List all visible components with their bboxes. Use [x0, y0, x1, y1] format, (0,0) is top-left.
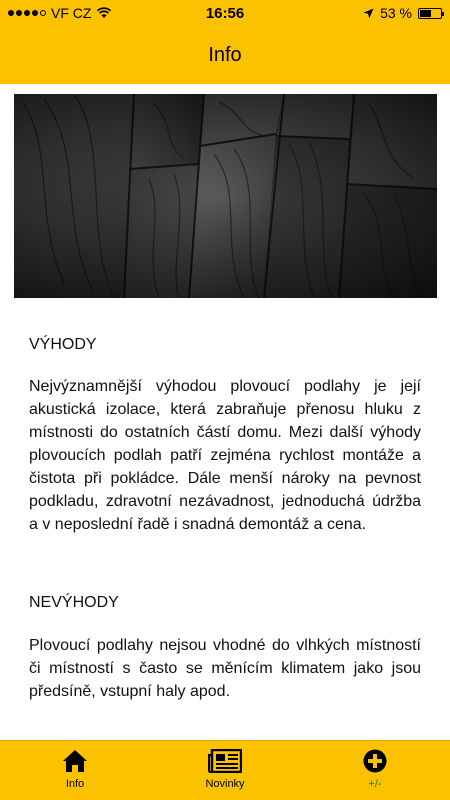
- tab-plus-minus-label: +/-: [368, 778, 382, 790]
- section-text-disadvantages: Plovoucí podlahy nejsou vhodné do vlhkých místností či místností s často se měnícím klimatem jako jsou předsíně, vstupní haly apod.: [29, 637, 421, 700]
- tab-novinky-label: Novinky: [205, 778, 245, 790]
- section-heading-disadvantages: NEVÝHODY: [29, 594, 119, 611]
- newspaper-icon: [208, 749, 242, 773]
- section-text-advantages: Nejvýznamnější výhodou plovoucí podlahy je její akustická izolace, která zabraňuje přenosu hluku z místnosti do ostatních částí domu. Mezi další výhody plovoucích podlah patří zejména rychlost montáže a čistota při pokládce. Dále menší nároky na pevnost podkladu, zdravotní nezávadnost, jednoduchá údržba a v neposlední řadě i snadná demontáž a cena.: [29, 378, 421, 533]
- page-title: Info: [208, 43, 242, 66]
- info-content[interactable]: [0, 84, 450, 740]
- battery-percentage: 53 %: [380, 5, 412, 21]
- wood-floor-image: [14, 94, 437, 298]
- tab-plus-minus[interactable]: [300, 741, 450, 800]
- status-bar: [0, 0, 450, 26]
- home-icon: [62, 749, 88, 773]
- signal-strength-icon: [8, 10, 46, 16]
- battery-icon: [418, 8, 442, 19]
- plus-circle-icon: [363, 749, 387, 773]
- tab-info-label: Info: [65, 778, 85, 790]
- status-time: 16:56: [205, 4, 245, 22]
- carrier-label: VF CZ: [51, 5, 92, 21]
- tab-info[interactable]: [0, 741, 150, 800]
- section-heading-advantages: VÝHODY: [29, 336, 97, 353]
- tab-novinky[interactable]: [150, 741, 300, 800]
- location-arrow-icon: [363, 8, 374, 19]
- tab-bar: [0, 740, 450, 800]
- wifi-icon: [96, 7, 112, 19]
- navigation-bar: [0, 26, 450, 84]
